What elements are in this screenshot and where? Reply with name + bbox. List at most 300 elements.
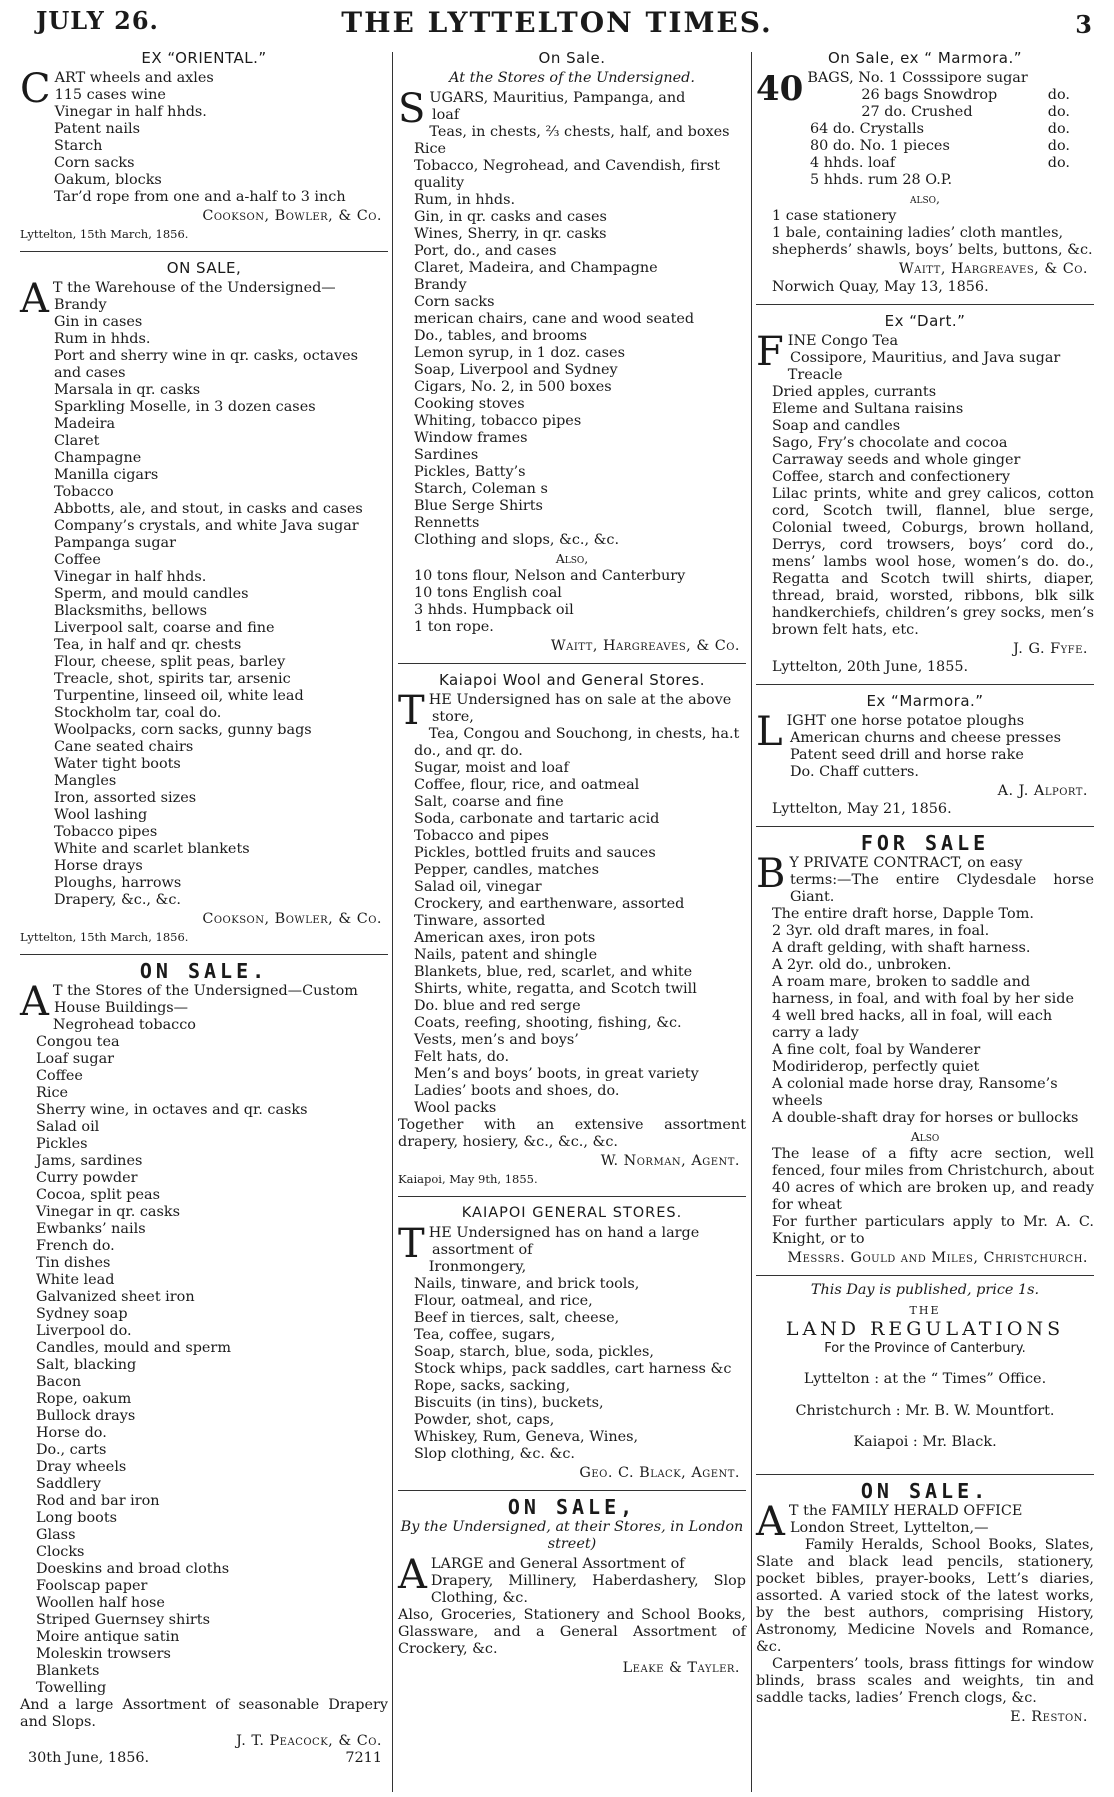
masthead xyxy=(0,0,1114,48)
ad-for-sale-horses xyxy=(756,831,1094,1271)
list-item: Nails, tinware, and brick tools, xyxy=(414,1276,640,1292)
list-item: Negrohead tobacco xyxy=(52,1017,196,1033)
list-item: Felt hats, do. xyxy=(414,1049,510,1065)
list-item: Woolpacks, corn sacks, gunny bags xyxy=(54,722,312,738)
list-item: Wool lashing xyxy=(54,807,148,823)
list-item: Congou tea xyxy=(36,1034,120,1050)
list-item: Cigars, No. 2, in 500 boxes xyxy=(414,379,612,395)
lead-text: ART wheels and axles xyxy=(54,70,214,86)
list-item: Brandy xyxy=(414,277,467,293)
list-item: White and scarlet blankets xyxy=(54,841,250,857)
drop-cap: B xyxy=(756,851,786,897)
ad-kaiapoi-general xyxy=(398,1201,746,1486)
publication-note: This Day is published, price 1s. xyxy=(810,1282,1040,1298)
list-item: Champagne xyxy=(54,450,142,466)
list-item: Tobacco pipes xyxy=(54,824,158,840)
ad-footer xyxy=(28,1750,382,1767)
ad-divider xyxy=(398,1490,746,1491)
list-item: Rod and bar iron xyxy=(36,1493,160,1509)
list-item: Dried apples, currants xyxy=(772,384,937,400)
publication-subtitle: For the Province of Canterbury. xyxy=(824,1341,1026,1356)
row-item: 26 bags Snowdrop xyxy=(861,87,998,103)
list-item: Rum in hhds. xyxy=(54,331,151,347)
list-item: 1 bale, containing ladies’ cloth mantles, shepherds’ shawls, boys’ belts, buttons, &c. xyxy=(772,225,1093,258)
list-item: Tea, Congou and Souchong, in chests, ha.t do., and qr. do. xyxy=(414,726,740,759)
list-item: Ironmongery, xyxy=(428,1259,527,1275)
list-item: Candles, mould and sperm xyxy=(36,1340,231,1356)
ad-ex-marmora-ploughs xyxy=(756,689,1094,822)
ad-ex-dart xyxy=(756,309,1094,680)
ad-heading: KAIAPOI GENERAL STORES. xyxy=(461,1205,683,1221)
lead-text: T the Stores of the Undersigned—Custom xyxy=(52,983,358,999)
ad-paragraph: Family Heralds, School Books, Slates, Slate and black lead pencils, stationery, pocket bibles, prayer-books, Lett’s diaries, assorted. A varied stock of the latest works, by the best authors, comprising History, Astronomy, Medicine Novels and Romance, &c. xyxy=(756,1536,1094,1655)
ad-divider xyxy=(756,1474,1094,1475)
also-list xyxy=(756,208,1094,259)
also-list xyxy=(398,568,746,636)
list-item: Wool packs xyxy=(414,1100,497,1116)
list-item: Nails, patent and shingle xyxy=(414,947,598,963)
list-item: Coats, reefing, shooting, fishing, &c. xyxy=(414,1015,682,1031)
drop-cap: C xyxy=(20,66,51,112)
ad-divider xyxy=(20,251,388,252)
list-item: Blacksmiths, bellows xyxy=(54,603,208,619)
lead-text-2: House Buildings— xyxy=(54,1000,189,1016)
list-item: Horse drays xyxy=(54,858,143,874)
list-item: Woollen half hose xyxy=(36,1595,165,1611)
lead-text: T the FAMILY HERALD OFFICE xyxy=(788,1502,1023,1519)
ad-subheading: By the Undersigned, at their Stores, in London street) xyxy=(400,1519,744,1552)
list-item: A roam mare, broken to saddle and harness, in foal, and with foal by her side xyxy=(772,974,1074,1007)
list-item: Pepper, candles, matches xyxy=(414,862,599,878)
list-item: Soda, carbonate and tartaric acid xyxy=(414,811,660,827)
list-item: Rice xyxy=(414,141,447,157)
column-rule-2 xyxy=(751,52,752,1792)
also-label: also, xyxy=(910,191,940,206)
list-item: Ewbanks’ nails xyxy=(36,1221,146,1237)
item-list xyxy=(398,124,746,549)
list-item: Do. Chaff cutters. xyxy=(790,764,920,780)
list-item: Lemon syrup, in 1 doz. cases xyxy=(414,345,625,361)
ad-signature: Waitt, Hargreaves, & Co. xyxy=(898,261,1088,277)
lead-text: Y PRIVATE CONTRACT, on easy xyxy=(789,855,1023,871)
ad-dateline: Lyttelton, 20th June, 1855. xyxy=(772,659,969,675)
list-item: Oakum, blocks xyxy=(54,172,162,188)
list-item: Iron, assorted sizes xyxy=(54,790,197,806)
ad-warehouse xyxy=(20,256,388,950)
list-item: merican chairs, cane and wood seated xyxy=(414,311,695,327)
list-item: Tea, coffee, sugars, xyxy=(414,1327,556,1343)
row-item: 4 hhds. loaf xyxy=(810,155,896,171)
list-item: Saddlery xyxy=(36,1476,101,1492)
lead-text-2: London Street, Lyttelton,— xyxy=(790,1519,989,1536)
page-number: 3 xyxy=(1075,10,1092,39)
drop-number: 40 xyxy=(756,69,804,109)
agent-list xyxy=(756,1371,1094,1451)
list-item: French do. xyxy=(36,1238,115,1254)
list-item: A colonial made horse dray, Ransome’s wheels xyxy=(772,1076,1058,1109)
newspaper-title: THE LYTTELTON TIMES. xyxy=(341,6,773,39)
list-item: Claret, Madeira, and Champagne xyxy=(414,260,658,276)
item-list xyxy=(756,730,1094,781)
list-item: Glass xyxy=(36,1527,76,1543)
row-ditto: do. xyxy=(1047,104,1070,120)
list-item: Tobacco xyxy=(54,484,114,500)
list-item: Moleskin trowsers xyxy=(36,1646,171,1662)
ad-leake-tayler xyxy=(398,1495,746,1681)
list-item: Treacle xyxy=(787,367,843,383)
drop-cap: T xyxy=(398,688,425,734)
drop-cap: T xyxy=(398,1221,425,1267)
table-row xyxy=(756,155,1094,172)
list-item: Whiting, tobacco pipes xyxy=(414,413,582,429)
list-item: Salad oil, vinegar xyxy=(414,879,542,895)
list-item: Turpentine, linseed oil, white lead xyxy=(54,688,304,704)
ad-closing: And a large Assortment of seasonable Drapery and Slops. xyxy=(20,1697,388,1730)
lead-text: HE Undersigned has on hand a large xyxy=(428,1225,700,1241)
list-item: 3 hhds. Humpback oil xyxy=(414,602,574,618)
item-list xyxy=(20,87,388,206)
list-item: Company’s crystals, and white Java sugar xyxy=(54,518,359,534)
list-item: Blankets, blue, red, scarlet, and white xyxy=(414,964,693,980)
ad-signature: W. Norman, Agent. xyxy=(600,1153,740,1169)
list-item: Sperm, and mould candles xyxy=(54,586,249,602)
ad-code: 7211 xyxy=(345,1750,382,1766)
lead-text: UGARS, Mauritius, Pampanga, and xyxy=(429,90,686,106)
lead-text-2: Cossipore, Mauritius, and Java sugar xyxy=(790,350,1061,366)
lead-text-2: terms:—The entire Clydesdale horse Giant. xyxy=(790,872,1094,905)
list-item: Dray wheels xyxy=(36,1459,127,1475)
list-item: Port and sherry wine in qr. casks, octaves xyxy=(54,348,359,364)
list-item: Mangles xyxy=(54,773,117,789)
list-item: Window frames xyxy=(414,430,528,446)
list-item: Marsala in qr. casks xyxy=(54,382,201,398)
issue-date: JULY 26. xyxy=(36,6,159,35)
list-item: Whiskey, Rum, Geneva, Wines, xyxy=(414,1429,639,1445)
list-item: Wines, Sherry, in qr. casks xyxy=(414,226,607,242)
list-item: Ladies’ boots and shoes, do. xyxy=(414,1083,620,1099)
list-item: Stock whips, pack saddles, cart harness &c xyxy=(414,1361,732,1377)
ad-heading: Ex “Dart.” xyxy=(884,312,966,330)
lead-text-2: assortment of xyxy=(432,1242,533,1258)
ad-heading: ON SALE, xyxy=(166,259,242,277)
list-item: Salt, blacking xyxy=(36,1357,137,1373)
lead-text: INE Congo Tea xyxy=(787,333,899,349)
ad-paragraph: Also, Groceries, Stationery and School Books, Glassware, and a General Assortment of Crockery, &c. xyxy=(398,1607,746,1657)
list-item: Tin dishes xyxy=(36,1255,111,1271)
ad-dateline: Lyttelton, 15th March, 1856. xyxy=(20,227,189,241)
drop-cap: A xyxy=(398,1552,427,1598)
ad-dateline: Norwich Quay, May 13, 1856. xyxy=(772,279,989,295)
list-item: Ploughs, harrows xyxy=(54,875,182,891)
title-article: THE xyxy=(909,1304,941,1317)
list-item: Men’s and boys’ boots, in great variety xyxy=(414,1066,699,1082)
item-list xyxy=(756,367,1094,486)
list-item: Teas, in chests, ⅔ chests, half, and boxes xyxy=(429,124,730,140)
list-item: Do. blue and red serge xyxy=(414,998,581,1014)
list-item: Rice xyxy=(36,1085,69,1101)
item-table xyxy=(756,87,1094,189)
list-item: Vinegar in qr. casks xyxy=(36,1204,181,1220)
list-item: Claret xyxy=(54,433,100,449)
lead-text: HE Undersigned has on sale at the above xyxy=(428,692,732,708)
list-item: Rum, in hhds. xyxy=(414,192,516,208)
row-item: 64 do. Crystalls xyxy=(810,121,925,137)
list-item: 1 ton rope. xyxy=(414,619,494,635)
list-item: Kaiapoi : Mr. Black. xyxy=(853,1434,997,1451)
list-item: Bullock drays xyxy=(36,1408,136,1424)
list-item: Tea, in half and qr. chests xyxy=(54,637,242,653)
publication-title: LAND REGULATIONS xyxy=(785,1318,1065,1340)
list-item: Tinware, assorted xyxy=(414,913,546,929)
list-item: Cane seated chairs xyxy=(54,739,194,755)
list-item: Port, do., and cases xyxy=(414,243,557,259)
drop-cap: A xyxy=(20,979,49,1025)
ad-heading: ON SALE. xyxy=(860,1478,990,1503)
row-ditto: do. xyxy=(1047,121,1070,137)
ad-dateline: Lyttelton, 15th March, 1856. xyxy=(20,930,189,944)
list-item: Galvanized sheet iron xyxy=(36,1289,195,1305)
list-item: Horse do. xyxy=(36,1425,107,1441)
list-item: Towelling xyxy=(36,1680,107,1696)
list-item: Beef in tierces, salt, cheese, xyxy=(414,1310,620,1326)
list-item: Crockery, and earthenware, assorted xyxy=(414,896,685,912)
list-item: Carraway seeds and whole ginger xyxy=(772,452,1021,468)
list-item: and cases xyxy=(54,365,126,381)
list-item: Stockholm tar, coal do. xyxy=(54,705,222,721)
list-item: Vinegar in half hhds. xyxy=(54,569,207,585)
ad-heading: ON SALE. xyxy=(139,959,269,983)
list-item: 2 3yr. old draft mares, in foal. xyxy=(772,923,990,939)
list-item: Lyttelton : at the “ Times” Office. xyxy=(803,1371,1047,1388)
list-item: Curry powder xyxy=(36,1170,138,1186)
list-item: Tobacco and pipes xyxy=(414,828,549,844)
list-item: Soap, starch, blue, soda, pickles, xyxy=(414,1344,654,1360)
list-item: Jams, sardines xyxy=(36,1153,143,1169)
item-list xyxy=(398,1259,746,1463)
list-item: Starch xyxy=(54,138,103,154)
ad-apply: For further particulars apply to Mr. A. C. Knight, or to xyxy=(772,1214,1094,1247)
list-item: Pampanga sugar xyxy=(54,535,177,551)
table-row xyxy=(756,121,1094,138)
list-item: Patent nails xyxy=(54,121,140,137)
ad-signature: Cookson, Bowler, & Co. xyxy=(202,208,382,224)
ad-closing: Together with an extensive assortment drapery, hosiery, &c., &c., &c. xyxy=(398,1117,746,1150)
list-item: Flour, oatmeal, and rice, xyxy=(414,1293,593,1309)
list-item: Vinegar in half hhds. xyxy=(54,104,207,120)
list-item: Sago, Fry’s chocolate and cocoa xyxy=(772,435,1008,451)
ad-family-herald xyxy=(756,1479,1094,1730)
ad-divider xyxy=(756,684,1094,685)
drop-cap: L xyxy=(756,709,783,755)
ad-heading: Ex “Marmora.” xyxy=(866,692,984,710)
list-item: 10 tons flour, Nelson and Canterbury xyxy=(414,568,686,584)
ad-signature: A. J. Alport. xyxy=(997,783,1088,799)
ad-divider xyxy=(756,826,1094,827)
ad-heading: Kaiapoi Wool and General Stores. xyxy=(438,671,706,689)
list-item: Clothing and slops, &c., &c. xyxy=(414,532,620,548)
list-item: Slop clothing, &c. &c. xyxy=(414,1446,575,1462)
ad-kaiapoi-wool xyxy=(398,668,746,1192)
list-item: Rope, oakum xyxy=(36,1391,132,1407)
ad-divider xyxy=(20,954,388,955)
list-item: Loaf sugar xyxy=(36,1051,115,1067)
list-item: Doeskins and broad cloths xyxy=(36,1561,230,1577)
list-item: Moire antique satin xyxy=(36,1629,180,1645)
ad-custom-house xyxy=(20,959,388,1771)
list-item: American axes, iron pots xyxy=(414,930,596,946)
list-item: Coffee, flour, rice, and oatmeal xyxy=(414,777,640,793)
list-item: Sparkling Moselle, in 3 dozen cases xyxy=(54,399,316,415)
ad-ex-oriental xyxy=(20,46,388,247)
list-item: quality xyxy=(414,175,465,191)
lead-text: BAGS, No. 1 Cosssipore sugar xyxy=(807,70,1028,86)
ad-heading: On Sale. xyxy=(538,49,606,67)
table-row xyxy=(807,104,1094,121)
drop-cap: S xyxy=(398,86,426,132)
list-item: Coffee xyxy=(36,1068,83,1084)
list-item: Coffee, starch and confectionery xyxy=(772,469,1010,485)
list-item: Corn sacks xyxy=(414,294,495,310)
list-item: Treacle, shot, spirits tar, arsenic xyxy=(54,671,291,687)
list-item: 10 tons English coal xyxy=(414,585,562,601)
list-item: Abbotts, ale, and stout, in casks and cases xyxy=(54,501,363,517)
list-item: Biscuits (in tins), buckets, xyxy=(414,1395,604,1411)
list-item: Blue Serge Shirts xyxy=(414,498,543,514)
item-list xyxy=(20,297,388,909)
ad-signature: Waitt, Hargreaves, & Co. xyxy=(550,638,740,654)
ad-heading: EX “ORIENTAL.” xyxy=(141,49,267,67)
list-item: Sydney soap xyxy=(36,1306,128,1322)
list-item: A double-shaft dray for horses or bullocks xyxy=(772,1110,1079,1126)
list-item: Do., tables, and brooms xyxy=(414,328,587,344)
list-item: Long boots xyxy=(36,1510,117,1526)
list-item: Rope, sacks, sacking, xyxy=(414,1378,571,1394)
ad-subheading: At the Stores of the Undersigned. xyxy=(449,70,695,86)
list-item: Cocoa, split peas xyxy=(36,1187,160,1203)
column-3 xyxy=(756,46,1094,1730)
list-item: Salad oil xyxy=(36,1119,100,1135)
list-item: Shirts, white, regatta, and Scotch twill xyxy=(414,981,697,997)
ad-heading: ON SALE, xyxy=(507,1495,637,1519)
item-list xyxy=(20,1017,388,1697)
list-item: 1 case stationery xyxy=(772,208,897,224)
row-item: 5 hhds. rum 28 O.P. xyxy=(810,172,953,188)
list-item: Foolscap paper xyxy=(36,1578,148,1594)
row-ditto: do. xyxy=(1047,155,1070,171)
list-item: Clocks xyxy=(36,1544,85,1560)
list-item: A draft gelding, with shaft harness. xyxy=(772,940,1031,956)
list-item: Tobacco, Negrohead, and Cavendish, first xyxy=(414,158,720,174)
list-item: Vests, men’s and boys’ xyxy=(414,1032,579,1048)
list-item: Pickles, bottled fruits and sauces xyxy=(414,845,656,861)
ad-signature: J. G. Fyfe. xyxy=(1013,641,1088,657)
list-item: Soap, Liverpool and Sydney xyxy=(414,362,618,378)
column-rule-1 xyxy=(392,52,393,1792)
row-item: 80 do. No. 1 pieces xyxy=(810,138,950,154)
list-item: Bacon xyxy=(36,1374,82,1390)
ad-divider xyxy=(398,663,746,664)
list-item: Tar’d rope from one and a-half to 3 inch xyxy=(54,189,346,205)
also-label: Also xyxy=(910,1129,940,1144)
drop-cap: A xyxy=(20,276,49,322)
ad-signature: Cookson, Bowler, & Co. xyxy=(202,911,382,927)
list-item: Eleme and Sultana raisins xyxy=(772,401,964,417)
drop-cap: A xyxy=(756,1498,785,1545)
list-item: Pickles xyxy=(36,1136,88,1152)
ad-land-regulations xyxy=(756,1280,1094,1470)
ad-ex-marmora-sugar xyxy=(756,46,1094,300)
ad-signature: J. T. Peacock, & Co. xyxy=(236,1733,382,1749)
lead-text-2: store, xyxy=(432,709,474,725)
list-item: A 2yr. old do., unbroken. xyxy=(772,957,952,973)
column-1 xyxy=(20,46,388,1771)
drop-cap: F xyxy=(756,329,784,375)
list-item: Pickles, Batty’s xyxy=(414,464,526,480)
list-item: Starch, Coleman s xyxy=(414,481,548,497)
ad-heading: FOR SALE xyxy=(860,831,990,855)
list-item: Blankets xyxy=(36,1663,100,1679)
ad-date: 30th June, 1856. xyxy=(28,1750,150,1766)
list-item: Drapery, &c., &c. xyxy=(54,892,182,908)
list-item: Soap and candles xyxy=(772,418,901,434)
list-item: American churns and cheese presses xyxy=(790,730,1061,746)
also-label: Also, xyxy=(555,551,589,566)
list-item: Striped Guernsey shirts xyxy=(36,1612,210,1628)
ad-divider xyxy=(756,1275,1094,1276)
list-item: Manilla cigars xyxy=(54,467,159,483)
ad-lease: The lease of a fifty acre section, well fenced, four miles from Christchurch, about 40 acres of which are broken up, and ready for wheat xyxy=(772,1146,1094,1213)
list-item: Liverpool salt, coarse and fine xyxy=(54,620,275,636)
list-item: Sugar, moist and loaf xyxy=(414,760,569,776)
list-item: A fine colt, foal by Wanderer xyxy=(772,1042,981,1058)
lead-text: T the Warehouse of the Undersigned— xyxy=(52,280,336,296)
list-item: Gin in cases xyxy=(54,314,143,330)
lead-text: IGHT one horse potatoe ploughs xyxy=(786,713,1025,729)
list-item: Corn sacks xyxy=(54,155,135,171)
table-row xyxy=(756,138,1094,155)
lead-text-2: loaf xyxy=(432,107,460,123)
list-item: Coffee xyxy=(54,552,101,568)
list-item: 4 well bred hacks, all in foal, will each carry a lady xyxy=(772,1008,1053,1041)
list-item: Flour, cheese, split peas, barley xyxy=(54,654,286,670)
table-row xyxy=(807,87,1094,104)
ad-signature: Geo. C. Black, Agent. xyxy=(579,1465,740,1481)
table-row xyxy=(756,172,1094,189)
list-item: Patent seed drill and horse rake xyxy=(790,747,1024,763)
ad-dateline: Lyttelton, May 21, 1856. xyxy=(772,801,952,817)
ad-dateline: Kaiapoi, May 9th, 1855. xyxy=(398,1172,538,1186)
ad-signature: E. Reston. xyxy=(1010,1708,1088,1725)
ad-long-item: Lilac prints, white and grey calicos, cotton cord, Scotch twill, flannel, blue serge, Colonial tweed, Coburgs, brown holland, Derrys, cord trowsers, boys’ cord do., mens’ lambs wool hose, women’s do. do., Regatta and Scotch twill shirts, diaper, thread, braid, worsted, ribbons, blk silk handkerchiefs, children’s grey socks, men’s brown felt hats, etc. xyxy=(772,486,1094,638)
ad-on-sale-stores xyxy=(398,46,746,659)
ad-heading: On Sale, ex “ Marmora.” xyxy=(827,49,1023,67)
list-item: Do., carts xyxy=(36,1442,107,1458)
row-item: 27 do. Crushed xyxy=(861,104,973,120)
list-item: Water tight boots xyxy=(54,756,181,772)
column-2 xyxy=(398,46,746,1681)
list-item: 115 cases wine xyxy=(54,87,166,103)
list-item: Sherry wine, in octaves and qr. casks xyxy=(36,1102,308,1118)
list-item: Christchurch : Mr. B. W. Mountfort. xyxy=(795,1402,1055,1419)
item-list xyxy=(398,726,746,1117)
ad-paragraph: Carpenters’ tools, brass fittings for window blinds, brass scales and weights, tin and saddle tacks, ladies’ French clogs, &c. xyxy=(756,1655,1094,1706)
ad-signature: Leake & Tayler. xyxy=(622,1660,740,1676)
list-item: Modiriderop, perfectly quiet xyxy=(772,1059,980,1075)
ad-divider xyxy=(398,1196,746,1197)
list-item: Brandy xyxy=(54,297,107,313)
item-list xyxy=(756,906,1094,1127)
lead-text: LARGE and General Assortment of xyxy=(430,1556,685,1572)
